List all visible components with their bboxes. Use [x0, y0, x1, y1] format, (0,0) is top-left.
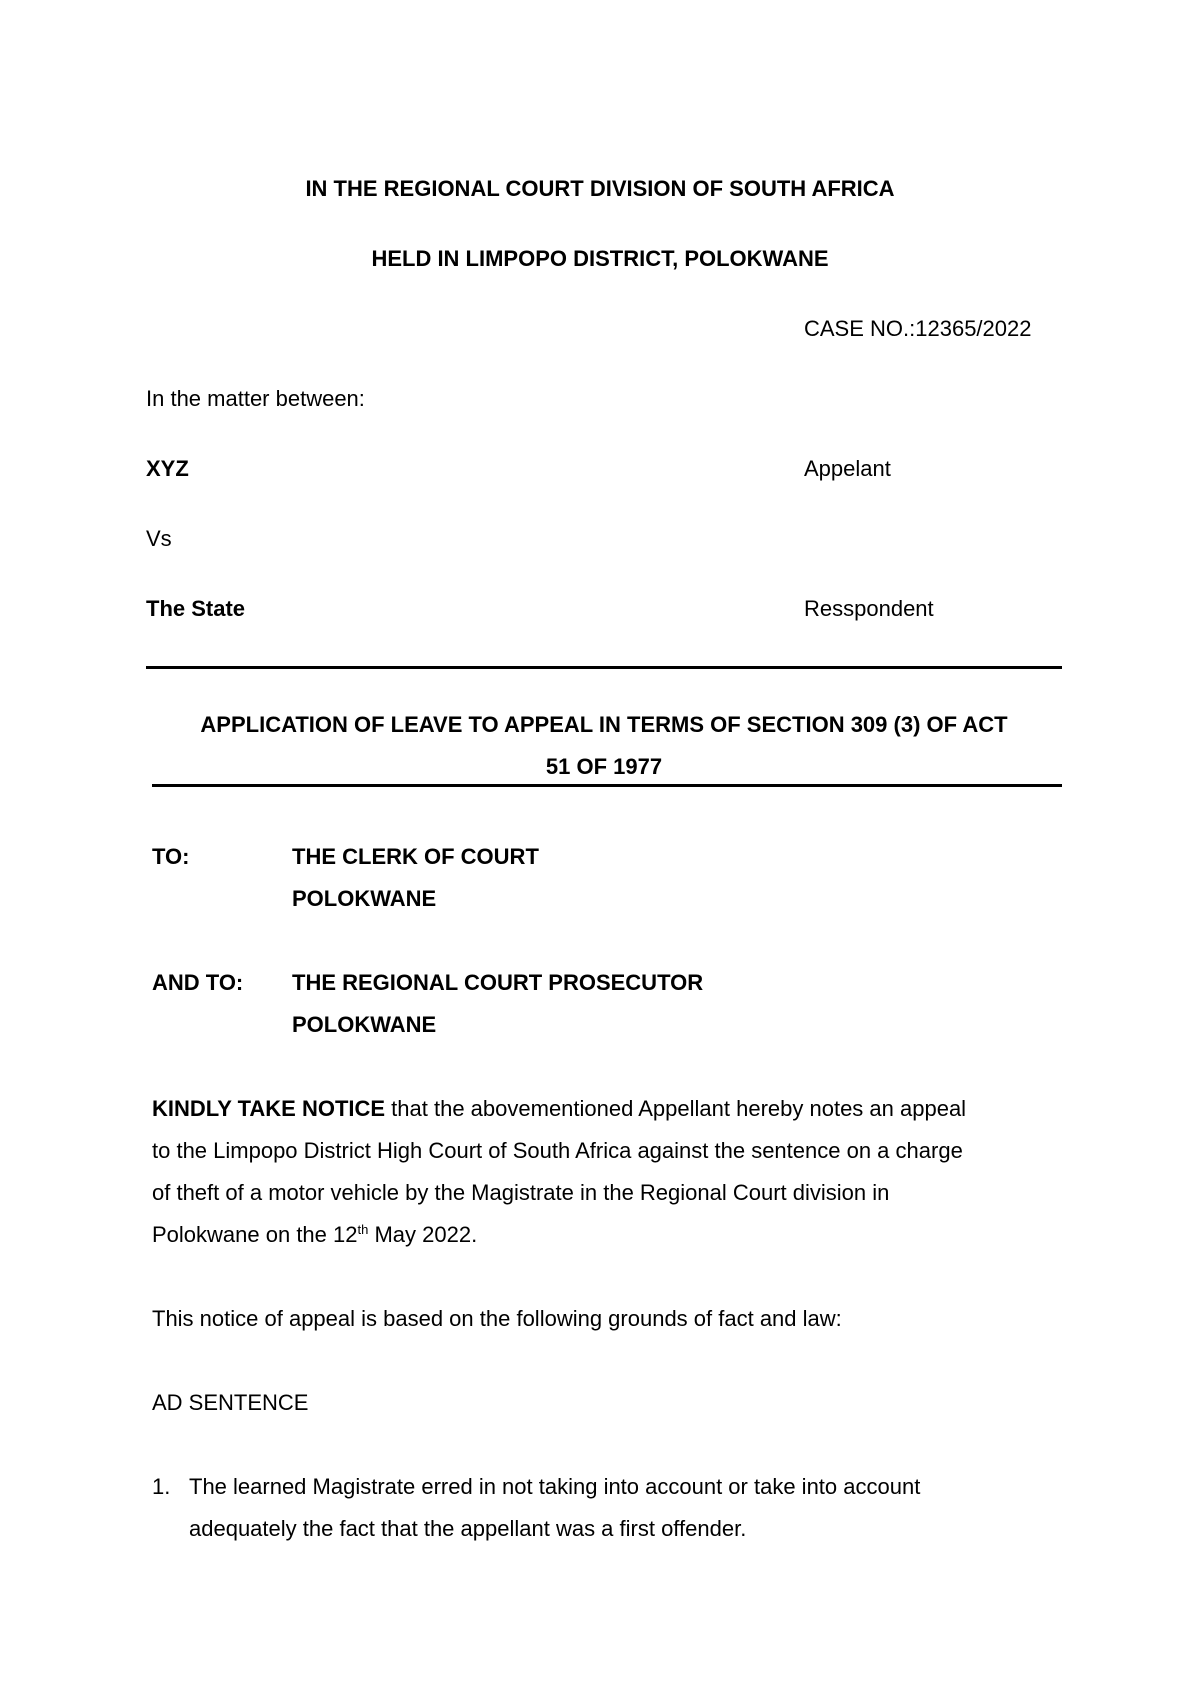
date-ordinal-suffix: th [357, 1222, 369, 1237]
respondent-name: The State [146, 596, 246, 621]
appellant-role: Appelant [804, 456, 891, 481]
bottom-divider [152, 784, 1062, 787]
notice-lead: KINDLY TAKE NOTICE [152, 1096, 386, 1121]
court-location: HELD IN LIMPOPO DISTRICT, POLOKWANE [371, 246, 829, 271]
versus-label: Vs [146, 526, 172, 551]
to-label: TO: [152, 844, 190, 869]
notice-line-3: of theft of a motor vehicle by the Magistrate in the Regional Court division in [152, 1180, 890, 1205]
respondent-role: Resspondent [804, 596, 934, 621]
ground-1-number: 1. [152, 1474, 171, 1499]
to-line-1: THE CLERK OF COURT [292, 844, 539, 869]
matter-intro: In the matter between: [146, 386, 365, 411]
notice-line-4 [152, 1214, 477, 1256]
ground-1-line-2: adequately the fact that the appellant was a first offender. [189, 1516, 747, 1541]
notice-line-1 [152, 1088, 966, 1130]
and-to-line-2: POLOKWANE [292, 1012, 437, 1037]
grounds-intro: This notice of appeal is based on the following grounds of fact and law: [152, 1306, 842, 1331]
notice-line-4-post: May 2022. [368, 1222, 478, 1247]
appellant-name: XYZ [146, 456, 189, 481]
case-number: CASE NO.:12365/2022 [804, 316, 1032, 341]
notice-line-2: to the Limpopo District High Court of South Africa against the sentence on a charge [152, 1138, 963, 1163]
heading-line-1: APPLICATION OF LEAVE TO APPEAL IN TERMS OF SECTION 309 (3) OF ACT [200, 712, 1008, 737]
notice-line-4-pre: Polokwane on the 12 [152, 1222, 358, 1247]
and-to-label: AND TO: [152, 970, 244, 995]
to-line-2: POLOKWANE [292, 886, 437, 911]
court-title: IN THE REGIONAL COURT DIVISION OF SOUTH AFRICA [305, 176, 895, 201]
and-to-line-1: THE REGIONAL COURT PROSECUTOR [292, 970, 704, 995]
section-heading: AD SENTENCE [152, 1390, 309, 1415]
top-divider [146, 666, 1062, 669]
notice-line-1-rest: that the abovementioned Appellant hereby notes an appeal [385, 1096, 967, 1121]
ground-1-line-1: The learned Magistrate erred in not taking into account or take into account [189, 1474, 921, 1499]
heading-line-2: 51 OF 1977 [545, 754, 663, 779]
